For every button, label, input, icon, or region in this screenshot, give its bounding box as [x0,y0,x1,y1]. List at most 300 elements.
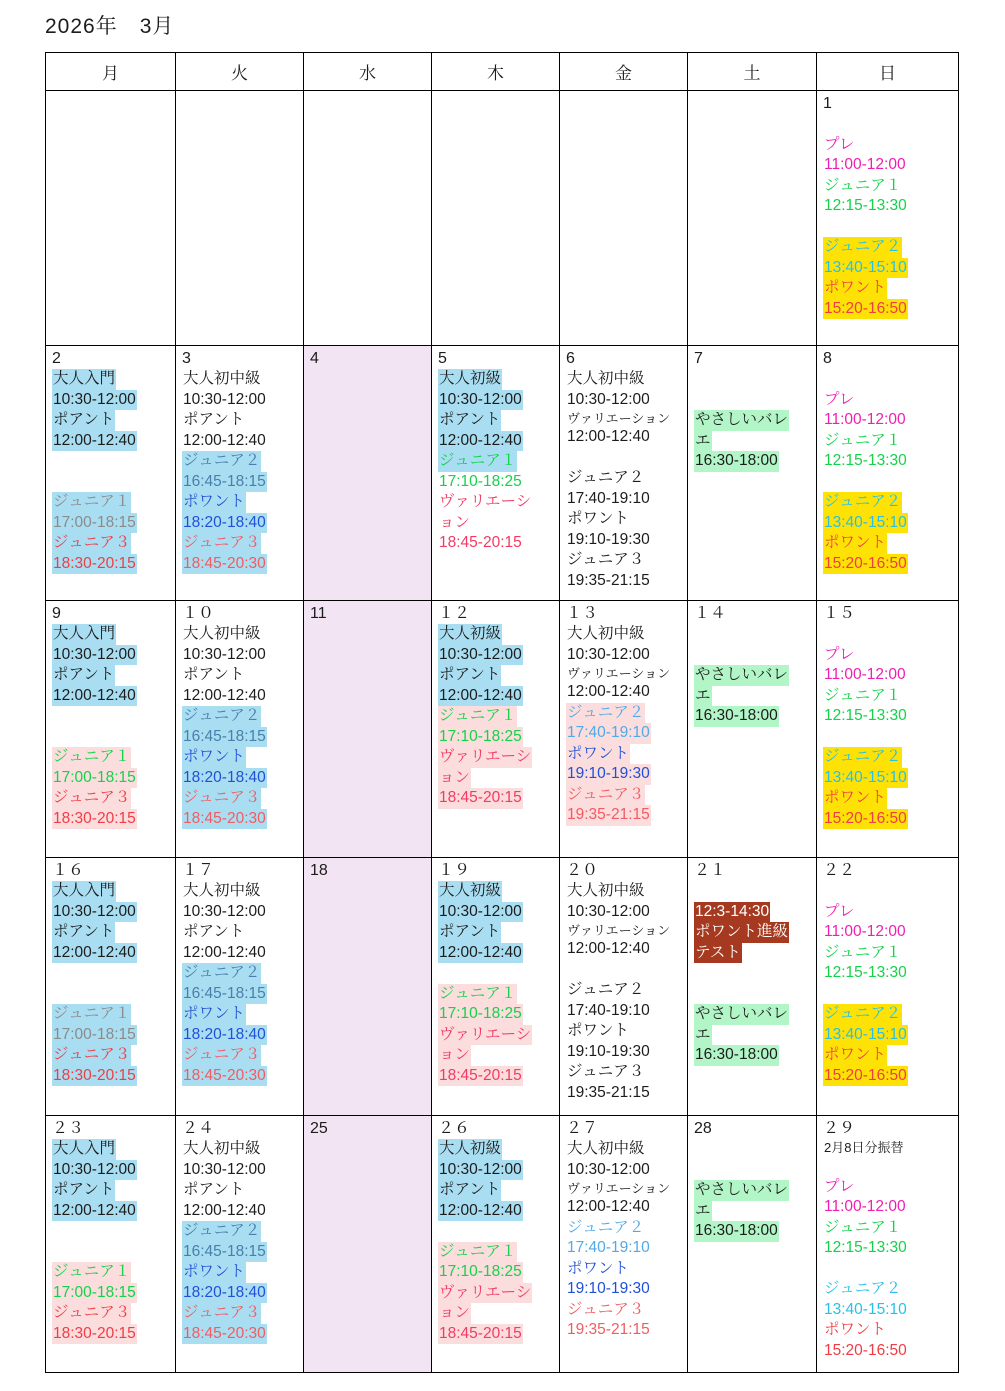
calendar-cell-9 [46,601,176,858]
day-number: 4 [310,350,319,367]
schedule-line: ジュニア３ [52,1045,173,1066]
schedule-line: 10:30-12:00 [183,902,266,920]
schedule-line: ジュニア１ [824,1218,902,1236]
schedule-line: ジュニア３ [52,533,173,554]
schedule-line: ポワント [182,747,301,768]
schedule-line: テスト [694,943,814,964]
schedule-line: 12:00-12:40 [438,686,557,707]
schedule-line: 10:30-12:00 [438,645,557,666]
schedule-line: ヴァリエーシ [439,493,532,510]
schedule-line: ポワント [823,278,956,299]
calendar-cell-１４ [688,601,817,858]
spacer [823,881,956,902]
calendar-cell-１３ [560,601,688,858]
schedule-line: 10:30-12:00 [183,1160,266,1178]
schedule-line: ジュニア１ [52,1262,173,1283]
schedule-line: 16:45-18:15 [182,727,301,748]
schedule-line: 19:10-19:30 [566,764,685,785]
schedule-line: ョン [438,768,557,789]
schedule-line: 16:30-18:00 [694,451,814,472]
schedule-line: やさしいバレ [694,1180,814,1201]
schedule-line: 12:00-12:40 [183,686,266,704]
schedule-line: 18:45-20:15 [438,1066,557,1087]
day-number: 6 [566,350,575,367]
schedule-line: ポアント [52,410,173,431]
schedule-line: ジュニア２ [567,981,645,998]
schedule-line: やさしいバレ [694,1004,814,1025]
schedule-line: 18:45-20:30 [182,1066,301,1087]
schedule-line: 19:10-19:30 [567,530,650,548]
schedule-line: 大人初中級 [183,882,261,899]
schedule-line: ジュニア３ [182,1303,301,1324]
spacer [823,369,956,390]
schedule-line: ジュニア２ [823,237,956,258]
spacer [52,451,173,472]
schedule-line: ポワント [182,1004,301,1025]
calendar-cell-25 [304,1116,432,1373]
schedule-line: ポワント [823,788,956,809]
calendar-cell-２６ [432,1116,560,1373]
schedule-line: ポアント [183,1181,245,1198]
schedule-line: 12:00-12:40 [438,431,557,452]
day-number: ２３ [52,1120,85,1137]
schedule-line: 18:30-20:15 [52,1066,173,1087]
schedule-line: ジュニア２ [566,703,685,724]
schedule-line: 19:35-21:15 [567,1083,650,1101]
schedule-line: 12:00-12:40 [438,943,557,964]
schedule-line: ジュニア３ [182,533,301,554]
schedule-line: ジュニア１ [52,492,173,513]
spacer [823,1156,956,1177]
spacer [52,472,173,493]
schedule-line: ジュニア２ [182,706,301,727]
calendar [45,52,959,1373]
schedule-line: ポワント [182,1262,301,1283]
schedule-line: 17:40-19:10 [567,1239,650,1256]
schedule-line: 13:40-15:10 [823,513,956,534]
schedule-line: 12:15-13:30 [824,1239,907,1256]
schedule-line: ジュニア１ [824,686,902,704]
spacer [52,1242,173,1263]
schedule-line: ヴァリエーション [567,1181,671,1196]
schedule-line: エ [694,1201,814,1222]
schedule-line: 12:00-12:40 [567,428,650,445]
schedule-line: ポアント [52,922,173,943]
schedule-line: ヴァリエーション [567,923,671,938]
schedule-line: 大人初級 [438,624,557,645]
calendar-cell-empty [688,91,817,346]
schedule-line: ジュニア２ [823,1004,956,1025]
calendar-cell-2 [46,346,176,601]
schedule-line: 18:30-20:15 [52,554,173,575]
schedule-line: 大人初級 [438,881,557,902]
spacer [823,114,956,135]
schedule-line: 17:00-18:15 [52,1283,173,1304]
calendar-cell-１０ [176,601,304,858]
calendar-cell-１７ [176,858,304,1116]
schedule-line: ポワント [823,1045,956,1066]
schedule-line: プレ [824,1177,855,1195]
schedule-line: ョン [438,1303,557,1324]
weekday-header-row [46,53,959,91]
schedule-line: 12:15-13:30 [824,452,907,469]
schedule-line: 13:40-15:10 [823,1025,956,1046]
calendar-cell-２０ [560,858,688,1116]
schedule-line: 11:00-12:00 [824,1198,906,1215]
schedule-line: 10:30-12:00 [52,1160,173,1181]
day-number: ２７ [566,1120,599,1137]
schedule-line: ポワント [567,510,630,527]
schedule-line: 11:00-12:00 [824,923,906,940]
schedule-line: ョン [439,513,471,531]
spacer [566,448,685,469]
spacer [694,1139,814,1160]
schedule-line: 10:30-12:00 [438,390,557,411]
schedule-line: 10:30-12:00 [567,1160,650,1178]
schedule-line: ジュニア２ [567,1218,645,1236]
schedule-line: ジュニア１ [438,984,557,1005]
day-number: 28 [694,1120,712,1137]
schedule-line: 18:45-20:30 [182,1324,301,1345]
schedule-line: ポワント [824,1321,887,1338]
schedule-line: 大人初中級 [567,882,645,899]
schedule-line: ジュニア３ [52,1303,173,1324]
schedule-line: ヴァリエーシ [438,747,557,768]
schedule-line: 17:40-19:10 [566,723,685,744]
schedule-line: 19:10-19:30 [567,1042,650,1060]
schedule-line: 12:00-12:40 [52,431,173,452]
day-number: ２０ [566,862,599,879]
day-number: １６ [52,862,85,879]
calendar-cell-１６ [46,858,176,1116]
schedule-line: エ [694,686,814,707]
schedule-line: ポアント [183,923,245,940]
spacer [823,217,956,238]
schedule-line: 大人入門 [52,369,173,390]
day-number: 9 [52,605,61,622]
schedule-line: 15:20-16:50 [823,554,956,575]
schedule-line: 17:00-18:15 [52,513,173,534]
day-number: 1 [823,95,832,112]
schedule-line: ジュニア２ [824,1280,902,1297]
schedule-line: 10:30-12:00 [183,645,266,663]
schedule-line: ジュニア１ [52,747,173,768]
schedule-line: 12:00-12:40 [183,943,266,961]
schedule-line: ポワント [182,492,301,513]
schedule-line: 12:15-13:30 [824,197,907,214]
spacer [823,624,956,645]
schedule-line: ポアント [438,922,557,943]
schedule-line: 16:30-18:00 [694,1045,814,1066]
schedule-line: 大人初中級 [183,1140,261,1157]
spacer [438,963,557,984]
schedule-line: やさしいバレ [694,410,814,431]
schedule-line: 18:30-20:15 [52,1324,173,1345]
schedule-line: 19:35-21:15 [567,571,650,589]
schedule-line: 18:30-20:15 [52,809,173,830]
weekday-header: 日 [817,53,959,91]
schedule-line: 大人初中級 [567,1140,645,1157]
schedule-line: 12:00-12:40 [438,1201,557,1222]
schedule-line: プレ [824,902,855,920]
schedule-line: ジュニア１ [438,1242,557,1263]
calendar-cell-11 [304,601,432,858]
calendar-cell-18 [304,858,432,1116]
schedule-line: 19:10-19:30 [567,1280,650,1297]
schedule-line: 17:10-18:25 [439,472,522,490]
schedule-line: 12:15-13:30 [824,707,907,724]
day-number: １５ [823,605,856,622]
spacer [566,960,685,981]
schedule-line: ヴァリエーション [567,411,671,426]
schedule-line: 16:45-18:15 [182,984,301,1005]
day-number: １９ [438,862,471,879]
schedule-line: 10:30-12:00 [567,645,650,663]
schedule-line: 15:20-16:50 [823,299,956,320]
spacer [694,369,814,390]
schedule-line: ポアント [183,411,245,428]
schedule-line: ポワント進級 [694,922,814,943]
schedule-line: 16:45-18:15 [182,472,301,493]
schedule-line: 13:40-15:10 [823,768,956,789]
spacer [52,727,173,748]
spacer [438,1221,557,1242]
day-number: ２４ [182,1120,215,1137]
schedule-line: ジュニア３ [567,551,645,568]
schedule-line: ジュニア３ [182,1045,301,1066]
spacer [694,963,814,984]
calendar-cell-２９ [817,1116,959,1373]
calendar-week-row [46,91,959,346]
weekday-header: 水 [304,53,432,91]
schedule-line: 11:00-12:00 [824,156,906,173]
weekday-header: 土 [688,53,817,91]
day-number: 18 [310,862,328,879]
schedule-line: 大人初中級 [183,625,261,642]
calendar-cell-２２ [817,858,959,1116]
schedule-line: 大人初中級 [567,625,645,642]
day-number: 2 [52,350,61,367]
schedule-line: 17:40-19:10 [567,1001,650,1019]
weekday-header: 金 [560,53,688,91]
schedule-line: 16:30-18:00 [694,706,814,727]
weekday-header: 月 [46,53,176,91]
calendar-cell-empty [176,91,304,346]
calendar-week-row [46,858,959,1116]
schedule-line: 19:35-21:15 [566,805,685,826]
spacer [52,984,173,1005]
schedule-line: 18:45-20:15 [439,534,522,551]
schedule-line: 18:45-20:30 [182,809,301,830]
schedule-line: 18:20-18:40 [182,1025,301,1046]
calendar-cell-２１ [688,858,817,1116]
schedule-line: 15:20-16:50 [823,809,956,830]
schedule-line: ジュニア３ [182,788,301,809]
schedule-line: プレ [824,645,855,663]
weekday-header: 木 [432,53,560,91]
schedule-line: 13:40-15:10 [824,1300,907,1318]
day-number: 3 [182,350,191,367]
calendar-cell-１９ [432,858,560,1116]
calendar-grid [46,91,959,1373]
schedule-line: 18:45-20:15 [438,1324,557,1345]
schedule-line: 11:00-12:00 [824,411,906,428]
calendar-cell-7 [688,346,817,601]
schedule-line: 10:30-12:00 [183,390,266,408]
schedule-line: ポワント [566,744,685,765]
schedule-line: ジュニア２ [182,451,301,472]
schedule-line: 10:30-12:00 [438,902,557,923]
calendar-cell-２４ [176,1116,304,1373]
calendar-cell-1 [817,91,959,346]
schedule-line: プレ [824,135,855,153]
schedule-line: ジュニア３ [567,1063,645,1080]
spacer [694,390,814,411]
schedule-line: 15:20-16:50 [823,1066,956,1087]
calendar-cell-8 [817,346,959,601]
calendar-cell-5 [432,346,560,601]
day-number: 5 [438,350,447,367]
schedule-line: ジュニア３ [567,1300,645,1318]
schedule-line: ポアント [438,665,557,686]
schedule-line: 18:20-18:40 [182,513,301,534]
schedule-line: ジュニア２ [823,492,956,513]
calendar-cell-4 [304,346,432,601]
schedule-line: 10:30-12:00 [52,902,173,923]
spacer [694,1160,814,1181]
schedule-line: ジュニア１ [824,431,902,449]
spacer [52,963,173,984]
schedule-line: 12:00-12:40 [567,1198,650,1215]
schedule-line: ポアント [438,410,557,431]
calendar-week-row [46,1116,959,1373]
schedule-line: 12:00-12:40 [52,1201,173,1222]
schedule-line: ジュニア３ [566,785,685,806]
spacer [694,624,814,645]
schedule-line: 10:30-12:00 [52,645,173,666]
schedule-line: 大人入門 [52,881,173,902]
schedule-line: 12:00-12:40 [567,940,650,957]
schedule-line: ジュニア２ [182,1221,301,1242]
schedule-line: やさしいバレ [694,665,814,686]
schedule-line: プレ [824,390,855,408]
calendar-cell-6 [560,346,688,601]
weekday-header: 火 [176,53,304,91]
schedule-line: ヴァリエーシ [438,1025,557,1046]
schedule-line: 18:45-20:15 [438,788,557,809]
schedule-line: 12:00-12:40 [183,1201,266,1219]
schedule-line: ポアント [183,666,245,683]
schedule-line: ジュニア１ [824,176,902,194]
calendar-cell-１５ [817,601,959,858]
schedule-line: 17:10-18:25 [438,727,557,748]
schedule-line: ジュニア２ [182,963,301,984]
schedule-line: 17:00-18:15 [52,768,173,789]
day-number: 8 [823,350,832,367]
calendar-week-row [46,346,959,601]
schedule-line: 17:10-18:25 [438,1004,557,1025]
spacer [52,1221,173,1242]
schedule-line: 18:45-20:30 [182,554,301,575]
day-number: 25 [310,1120,328,1137]
day-number: １３ [566,605,599,622]
calendar-cell-empty [560,91,688,346]
schedule-line: 2月8日分振替 [824,1140,904,1155]
day-number: １７ [182,862,215,879]
calendar-cell-empty [432,91,560,346]
schedule-line: ジュニア２ [567,469,645,486]
schedule-line: 15:20-16:50 [824,1341,907,1359]
schedule-line: ポワント [567,1022,630,1039]
schedule-line: 11:00-12:00 [824,666,906,683]
schedule-line: 10:30-12:00 [567,902,650,920]
schedule-line: 17:10-18:25 [438,1262,557,1283]
schedule-line: 18:20-18:40 [182,768,301,789]
calendar-cell-１２ [432,601,560,858]
schedule-line: 18:20-18:40 [182,1283,301,1304]
schedule-line: ョン [438,1045,557,1066]
calendar-cell-empty [46,91,176,346]
schedule-line: 大人初中級 [567,370,645,387]
calendar-cell-3 [176,346,304,601]
schedule-line: ジュニア１ [438,706,557,727]
day-number: ２６ [438,1120,471,1137]
schedule-line: 10:30-12:00 [567,390,650,408]
schedule-line: エ [694,1025,814,1046]
schedule-line: ポアント [52,1180,173,1201]
schedule-line: ジュニア２ [823,747,956,768]
schedule-line: 16:45-18:15 [182,1242,301,1263]
schedule-line: 大人初級 [438,1139,557,1160]
schedule-line: エ [694,431,814,452]
schedule-line: 19:35-21:15 [567,1321,650,1338]
schedule-line: ジュニア１ [52,1004,173,1025]
schedule-line: 大人入門 [52,1139,173,1160]
day-number: 11 [310,605,327,622]
schedule-line: 17:40-19:10 [567,489,650,507]
spacer [694,881,814,902]
day-number: １４ [694,605,727,622]
calendar-cell-28 [688,1116,817,1373]
spacer [823,1259,956,1280]
schedule-line: ヴァリエーシ [438,1283,557,1304]
calendar-week-row [46,601,959,858]
schedule-line: ポワント [823,533,956,554]
spacer [694,984,814,1005]
schedule-line: 大人初中級 [183,370,261,387]
schedule-line: 16:30-18:00 [694,1221,814,1242]
schedule-line: 12:00-12:40 [52,943,173,964]
schedule-line: ジュニア１ [438,451,557,472]
spacer [694,645,814,666]
spacer [823,472,956,493]
schedule-line: ポアント [52,665,173,686]
day-number: ２２ [823,862,856,879]
schedule-line: 大人初級 [438,369,557,390]
schedule-line: 13:40-15:10 [823,258,956,279]
day-number: ２１ [694,862,727,879]
schedule-line: ポワント [567,1259,630,1277]
schedule-line: 12:00-12:40 [567,683,650,700]
calendar-cell-２７ [560,1116,688,1373]
spacer [823,984,956,1005]
schedule-line: 12:00-12:40 [52,686,173,707]
spacer [823,727,956,748]
schedule-line: 17:00-18:15 [52,1025,173,1046]
schedule-line: 12:00-12:40 [183,431,266,449]
calendar-cell-２３ [46,1116,176,1373]
schedule-line: ジュニア１ [824,943,902,961]
